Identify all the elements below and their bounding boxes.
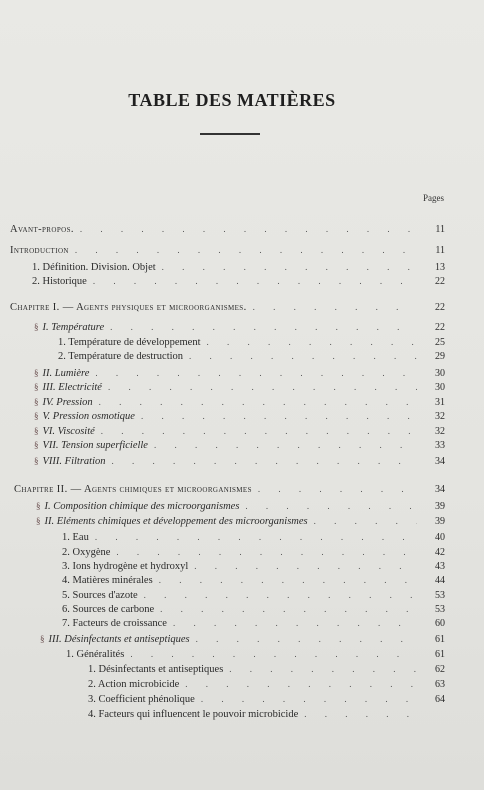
dot-leader — [229, 662, 417, 676]
toc-entry-page: 34 — [435, 484, 445, 495]
toc-entry-page: 44 — [435, 575, 445, 586]
toc-entry — [62, 616, 445, 630]
toc-chapter — [14, 482, 445, 496]
toc-entry — [10, 222, 445, 236]
toc-entry — [62, 559, 445, 573]
toc-chapter — [10, 300, 445, 314]
toc-entry-page: 53 — [435, 590, 445, 601]
toc-entry-label: III. Electricité — [42, 382, 102, 393]
toc-entry-label: 4. Facteurs qui influencent le pouvoir microbicide — [88, 709, 299, 720]
toc-entry-label: Chapitre II. — Agents chimiques et microorganismes — [14, 484, 252, 495]
toc-entry — [32, 260, 445, 274]
toc-entry-page: 39 — [435, 516, 445, 527]
toc-entry — [36, 514, 445, 528]
toc-entry-label: 3. Ions hydrogène et hydroxyl — [62, 561, 189, 572]
toc-entry — [62, 602, 445, 616]
toc-entry-page: 43 — [435, 561, 445, 572]
toc-entry — [34, 424, 445, 438]
toc-entry — [10, 243, 445, 257]
toc-entry-page: 13 — [435, 262, 445, 273]
dot-leader — [130, 647, 417, 661]
toc-entry-label: 2. Température de destruction — [58, 351, 184, 362]
toc-entry-page: 60 — [435, 618, 445, 629]
toc-entry-page: 33 — [435, 440, 445, 451]
section-mark: § — [34, 411, 39, 421]
toc-entry-label: V. Pression osmotique — [42, 411, 135, 422]
toc-entry-page: 40 — [435, 532, 445, 543]
toc-entry — [40, 632, 445, 646]
dot-leader — [314, 514, 417, 528]
page-title: TABLE DES MATIÈRES — [128, 90, 336, 110]
toc-entry-label: 7. Facteurs de croissance — [62, 618, 167, 629]
section-mark: § — [34, 322, 39, 332]
dot-leader — [245, 499, 417, 513]
toc-entry-label: 4. Matières minérales — [62, 575, 153, 586]
toc-entry-page: 32 — [435, 426, 445, 437]
pages-column-header: Pages — [423, 193, 444, 203]
toc-entry-label: 1. Définition. Division. Objet — [32, 262, 156, 273]
toc-entry — [88, 677, 445, 691]
toc-entry-label: VIII. Filtration — [42, 456, 106, 467]
toc-entry-label: I. Composition chimique des microorganismes — [44, 501, 240, 512]
toc-entry — [88, 662, 445, 676]
toc-entry-label: VII. Tension superficielle — [42, 440, 148, 451]
toc-entry-page: 25 — [435, 337, 445, 348]
toc-entry-label: 1. Température de développement — [58, 337, 201, 348]
toc-entry-page: 30 — [435, 382, 445, 393]
toc-entry — [34, 380, 445, 394]
dot-leader — [110, 320, 417, 334]
toc-entry-label: 2. Action microbicide — [88, 679, 180, 690]
toc-entry-label: 2. Historique — [32, 276, 87, 287]
dot-leader — [112, 454, 418, 468]
dot-leader — [173, 616, 417, 630]
dot-leader — [95, 366, 417, 380]
toc-entry-page: 22 — [435, 322, 445, 333]
toc-entry — [34, 454, 445, 468]
toc-entry-label: Avant-propos. — [10, 224, 74, 235]
toc-entry-label: Introduction — [10, 245, 69, 256]
toc-entry-label: 3. Coefficient phénolique — [88, 694, 195, 705]
dot-leader — [108, 380, 417, 394]
toc-entry-page: 39 — [435, 501, 445, 512]
dot-leader — [144, 588, 417, 602]
toc-entry — [88, 692, 445, 706]
toc-entry-page: 63 — [435, 679, 445, 690]
section-mark: § — [34, 382, 39, 392]
toc-entry — [62, 588, 445, 602]
section-mark: § — [34, 426, 39, 436]
toc-entry-label: 5. Sources d'azote — [62, 590, 138, 601]
toc-entry-label: II. Eléments chimiques et développement des microorganismes — [44, 516, 308, 527]
dot-leader — [258, 482, 417, 496]
section-mark: § — [34, 368, 39, 378]
dot-leader — [101, 424, 417, 438]
toc-entry — [58, 335, 445, 349]
section-mark: § — [34, 397, 39, 407]
section-mark: § — [34, 440, 39, 450]
dot-leader — [185, 677, 417, 691]
dot-leader — [196, 632, 417, 646]
dot-leader — [189, 349, 417, 363]
section-mark: § — [36, 501, 41, 511]
toc-entry — [36, 499, 445, 513]
dot-leader — [93, 274, 417, 288]
toc-entry-page: 34 — [435, 456, 445, 467]
dot-leader — [194, 559, 417, 573]
toc-entry-page: 11 — [435, 224, 445, 235]
toc-entry-page: 31 — [435, 397, 445, 408]
dot-leader — [207, 335, 417, 349]
dot-leader — [99, 395, 417, 409]
toc-entry — [32, 274, 445, 288]
toc-entry-page: 22 — [435, 302, 445, 313]
toc-entry-page: 62 — [435, 664, 445, 675]
toc-entry-label: 1. Généralités — [66, 649, 125, 660]
toc-entry — [62, 530, 445, 544]
toc-entry-page: 11 — [435, 245, 445, 256]
dot-leader — [141, 409, 417, 423]
toc-entry-page: 61 — [435, 634, 445, 645]
toc-entry-label: I. Température — [42, 322, 105, 333]
toc-entry-page: 29 — [435, 351, 445, 362]
dot-leader — [304, 707, 417, 721]
dot-leader — [253, 300, 417, 314]
section-mark: § — [36, 516, 41, 526]
toc-entry-page: 53 — [435, 604, 445, 615]
toc-entry-label: 6. Sources de carbone — [62, 604, 155, 615]
toc-entry — [34, 366, 445, 380]
dot-leader — [160, 602, 417, 616]
toc-entry-page: 61 — [435, 649, 445, 660]
toc-entry — [34, 409, 445, 423]
toc-entry-page: 22 — [435, 276, 445, 287]
section-mark: § — [40, 634, 45, 644]
dot-leader — [159, 573, 417, 587]
toc-entry-page: 30 — [435, 368, 445, 379]
toc-entry-page: 42 — [435, 547, 445, 558]
toc-entry-page: 64 — [435, 694, 445, 705]
toc-entry — [88, 707, 445, 721]
toc-entry-label: II. Lumière — [42, 368, 90, 379]
toc-entry-label: III. Désinfectants et antiseptiques — [48, 634, 190, 645]
dot-leader — [154, 438, 417, 452]
toc-entry — [34, 438, 445, 452]
section-mark: § — [34, 456, 39, 466]
toc-entry-label: 2. Oxygène — [62, 547, 111, 558]
toc-entry — [66, 647, 445, 661]
dot-leader — [201, 692, 417, 706]
toc-entry-label: IV. Pression — [42, 397, 93, 408]
toc-entry — [62, 545, 445, 559]
toc-entry-label: 1. Eau — [62, 532, 89, 543]
toc-entry — [58, 349, 445, 363]
toc-entry-label: Chapitre I. — Agents physiques et microorganismes. — [10, 302, 247, 313]
dot-leader — [80, 222, 417, 236]
toc-entry — [34, 395, 445, 409]
toc-entry — [62, 573, 445, 587]
toc-entry-label: VI. Viscosité — [42, 426, 95, 437]
dot-leader — [95, 530, 417, 544]
dot-leader — [75, 243, 417, 257]
dot-leader — [162, 260, 417, 274]
toc-entry-page: 32 — [435, 411, 445, 422]
toc-entry — [34, 320, 445, 334]
dot-leader — [116, 545, 417, 559]
toc-entry-label: 1. Désinfectants et antiseptiques — [88, 664, 224, 675]
